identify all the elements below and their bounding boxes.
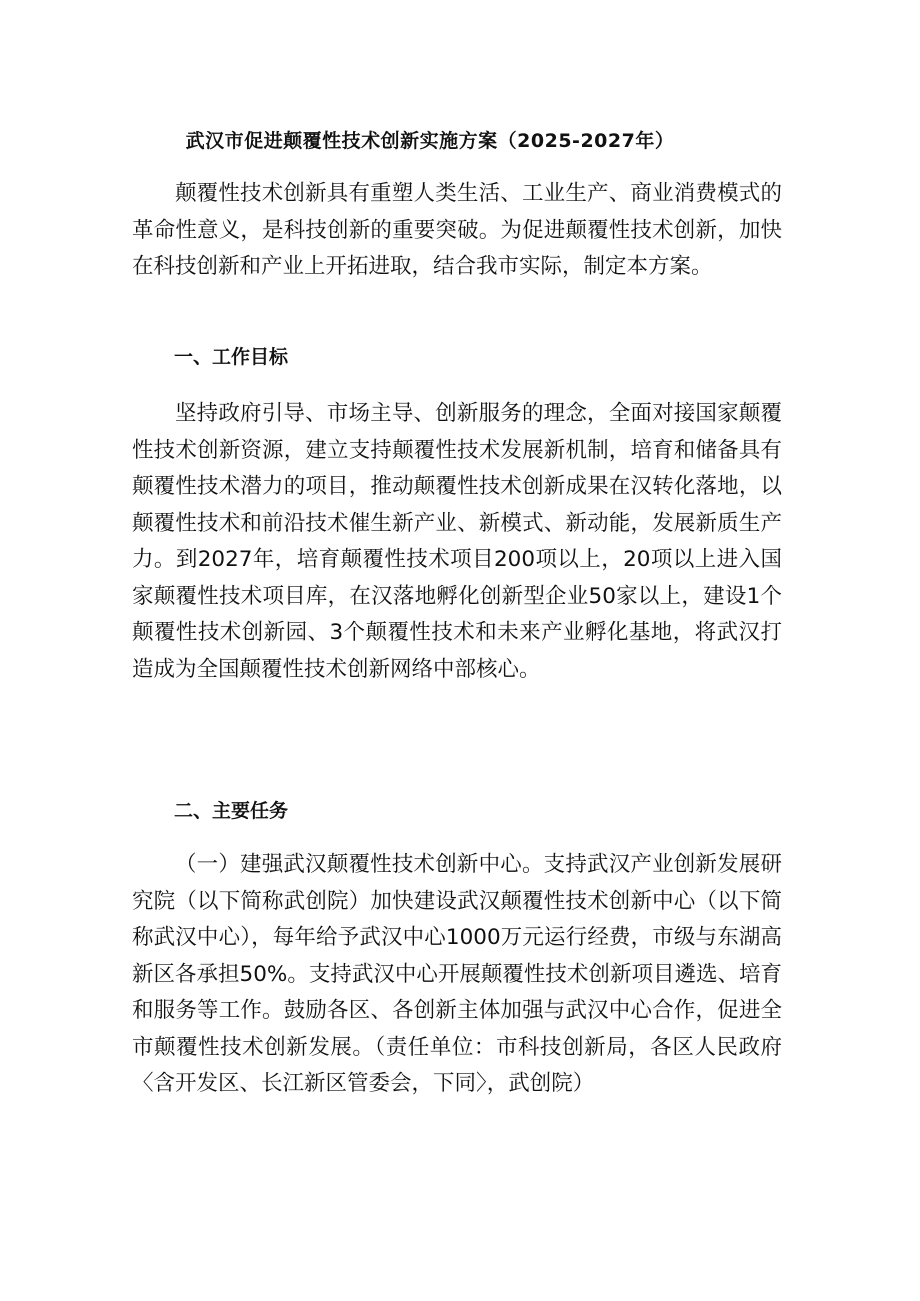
task-paragraph-1: （一）建强武汉颠覆性技术创新中心。支持武汉产业创新发展研究院（以下简称武创院）加快建设武汉颠覆性技术创新中心（以下简称武汉中心），每年给予武汉中心1000万元运行经费，市级与东湖高新区各承担50%。支持武汉中心开展颠覆性技术创新项目遴选、培育和服务等工作。鼓励各区、各创新主体加强与武汉中心合作，促进全市颠覆性技术创新发展。（责任单位：市科技创新局，各区人民政府〈含开发区、长江新区管委会，下同〉，武创院） <box>132 852 782 1096</box>
section-heading-goals: 一、工作目标 <box>174 346 289 368</box>
document-title: 武汉市促进颠覆性技术创新实施方案（2025-2027年） <box>185 130 675 152</box>
goals-paragraph: 坚持政府引导、市场主导、创新服务的理念，全面对接国家颠覆性技术创新资源，建立支持颠覆性技术发展新机制，培育和储备具有颠覆性技术潜力的项目，推动颠覆性技术创新成果在汉转化落地，以颠覆性技术和前沿技术催生新产业、新模式、新动能，发展新质生产力。到2027年，培育颠覆性技术项目200项以上，20项以上进入国家颠覆性技术项目库，在汉落地孵化创新型企业50家以上，建设1个颠覆性技术创新园、3个颠覆性技术和未来产业孵化基地，将武汉打造成为全国颠覆性技术创新网络中部核心。 <box>132 401 782 682</box>
intro-paragraph: 颠覆性技术创新具有重塑人类生活、工业生产、商业消费模式的革命性意义，是科技创新的重要突破。为促进颠覆性技术创新，加快在科技创新和产业上开拓进取，结合我市实际，制定本方案。 <box>132 181 782 279</box>
section-heading-tasks: 二、主要任务 <box>174 800 289 822</box>
